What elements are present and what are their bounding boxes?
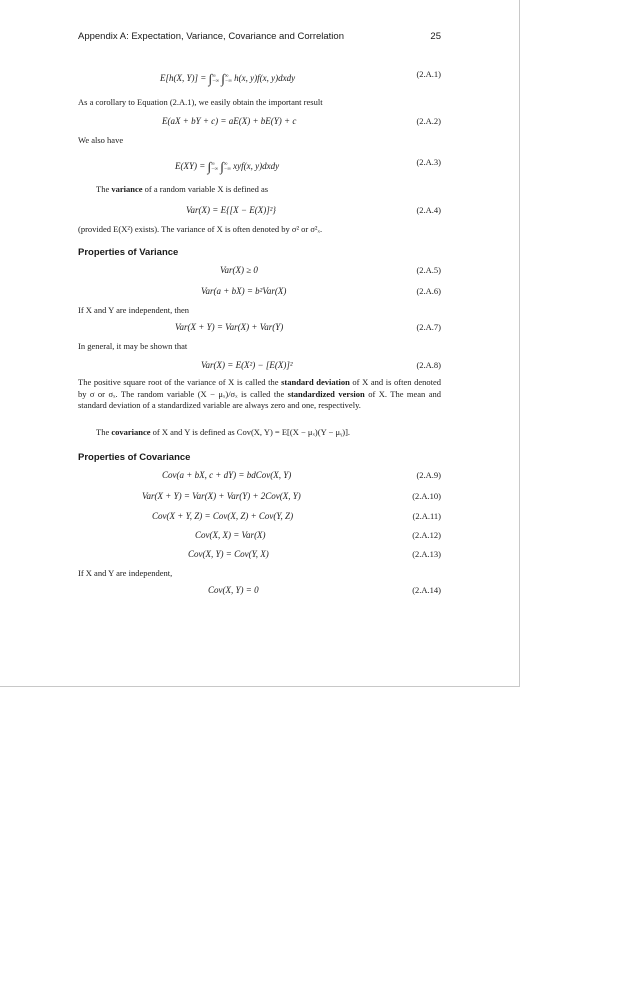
upper-limit: ∞	[212, 73, 216, 79]
integral-limits	[225, 74, 232, 84]
equation-expr: Var(a + bX) = b²Var(X)	[201, 286, 287, 296]
equation-expr: Cov(X, X) = Var(X)	[195, 530, 266, 540]
integral-limits	[224, 162, 231, 172]
running-header	[78, 31, 441, 42]
page-number: 25	[430, 31, 441, 42]
text-run: of X. The mean and standard deviation of a standardized variable are always zero and one, respectively.	[78, 388, 442, 410]
integral-limits	[212, 74, 219, 84]
text-run: The	[96, 184, 112, 194]
equation-number: (2.A.5)	[416, 265, 441, 275]
section-heading-variance: Properties of Variance	[78, 247, 179, 258]
text-run: The	[96, 427, 112, 437]
equation-2A1	[78, 69, 441, 85]
text-run: The positive square root of the variance of X is called the	[78, 377, 282, 387]
equation-expr: Cov(X, Y) = 0	[208, 585, 259, 595]
equation-expr: Cov(X + Y, Z) = Cov(X, Z) + Cov(Y, Z)	[152, 511, 294, 521]
equation-2A11	[78, 511, 441, 527]
equation-number: (2.A.1)	[416, 69, 441, 79]
integral-limits	[211, 162, 218, 172]
equation-2A3	[78, 157, 441, 173]
equation-2A10	[78, 491, 441, 507]
upper-limit: ∞	[224, 73, 229, 79]
body-text-covariance-def	[78, 427, 441, 439]
equation-number: (2.A.14)	[412, 585, 441, 595]
bold-term: covariance	[111, 427, 151, 437]
equation-number: (2.A.2)	[416, 116, 441, 126]
body-text: (provided E(X²) exists). The variance of X is often denoted by σ² or σ²ₓ.	[78, 224, 323, 234]
equation-2A12	[78, 530, 441, 546]
equation-2A4	[78, 205, 441, 221]
equation-number: (2.A.4)	[416, 205, 441, 215]
equation-number: (2.A.3)	[416, 157, 441, 167]
body-text: If X and Y are independent, then	[78, 305, 190, 315]
equation-2A14	[78, 585, 441, 601]
equation-expr: Cov(a + bX, c + dY) = bdCov(X, Y)	[162, 470, 292, 480]
equation-number: (2.A.8)	[416, 360, 441, 370]
integral-sign: ∫	[221, 71, 225, 86]
equation-2A2	[78, 116, 441, 132]
equation-number: (2.A.11)	[412, 511, 441, 521]
lower-limit: −∞	[224, 78, 232, 84]
equation-2A3-expr	[175, 157, 279, 173]
eq-lhs: E[h(X, Y)] =	[160, 73, 209, 83]
bold-term: standardized version	[287, 388, 365, 399]
equation-number: (2.A.13)	[412, 549, 441, 559]
equation-2A1-expr	[160, 69, 295, 85]
integral-sign: ∫	[208, 71, 213, 86]
text-run: of X and is often denoted by σ or σₓ. The random variable (X − μₓ)/σₓ is called the	[78, 377, 441, 399]
upper-limit: ∞	[223, 161, 228, 167]
equation-2A9	[78, 470, 441, 486]
body-text: We also have	[78, 135, 124, 145]
body-text-variance-def	[78, 184, 441, 196]
equation-2A7	[78, 322, 441, 338]
upper-limit: ∞	[211, 161, 215, 167]
text-run: of X and Y is defined as Cov(X, Y) = E[(X − μₓ)(Y − μᵧ)].	[150, 427, 351, 437]
equation-number: (2.A.7)	[416, 322, 441, 332]
equation-2A6	[78, 286, 441, 302]
equation-expr: E(aX + bY + c) = aE(X) + bE(Y) + c	[162, 116, 297, 126]
integral-sign: ∫	[220, 159, 224, 174]
eq-lhs: E(XY) =	[175, 161, 208, 171]
body-text: As a corollary to Equation (2.A.1), we easily obtain the important result	[78, 97, 323, 107]
equation-number: (2.A.6)	[416, 286, 441, 296]
equation-2A8	[78, 360, 441, 376]
text-run: of a random variable X is defined as	[142, 184, 269, 194]
bold-term: standard deviation	[281, 377, 350, 387]
equation-number: (2.A.10)	[412, 491, 441, 501]
body-text: In general, it may be shown that	[78, 341, 188, 351]
body-text: If X and Y are independent,	[78, 568, 173, 578]
equation-expr: Var(X) = E(X²) − [E(X)]²	[201, 360, 293, 370]
equation-expr: Var(X) = E{[X − E(X)]²}	[186, 205, 277, 215]
equation-expr: Cov(X, Y) = Cov(Y, X)	[188, 549, 269, 559]
equation-number: (2.A.9)	[416, 470, 441, 480]
lower-limit: −∞	[212, 78, 220, 84]
equation-number: (2.A.12)	[412, 530, 441, 540]
body-paragraph-std-dev	[78, 377, 441, 412]
equation-2A5	[78, 265, 441, 281]
header-title: Appendix A: Expectation, Variance, Covariance and Correlation	[78, 31, 344, 42]
equation-expr: Var(X + Y) = Var(X) + Var(Y) + 2Cov(X, Y)	[142, 491, 301, 501]
equation-2A13	[78, 549, 441, 565]
equation-expr: Var(X) ≥ 0	[220, 265, 258, 275]
lower-limit: −∞	[211, 166, 219, 172]
bold-term: variance	[111, 184, 143, 194]
integral-sign: ∫	[207, 159, 212, 174]
lower-limit: −∞	[223, 166, 231, 172]
eq-rhs: h(x, y)f(x, y)dxdy	[231, 73, 296, 83]
section-heading-covariance: Properties of Covariance	[78, 452, 191, 463]
eq-rhs: xyf(x, y)dxdy	[230, 161, 280, 171]
equation-expr: Var(X + Y) = Var(X) + Var(Y)	[175, 322, 284, 332]
